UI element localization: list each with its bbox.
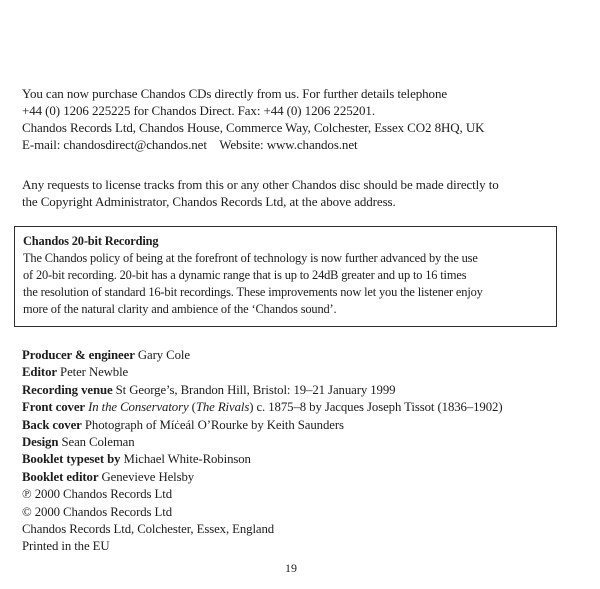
- credit-value: In the Conservatory: [88, 400, 189, 415]
- credit-label: Editor: [22, 365, 57, 380]
- recording-box-body: [23, 250, 548, 318]
- credit-line: [22, 399, 503, 416]
- credit-line: [22, 469, 503, 486]
- credit-label: Producer & engineer: [22, 348, 135, 362]
- credit-line: [22, 521, 503, 538]
- text-line: the resolution of standard 16-bit recordings. These improvements now let you the listener enjoy: [23, 285, 483, 299]
- credit-line: [22, 451, 503, 468]
- credit-line: [22, 364, 503, 381]
- credit-label: Front cover: [22, 400, 85, 415]
- text-line: the Copyright Administrator, Chandos Records Ltd, at the above address.: [22, 194, 396, 209]
- text-line: Chandos Records Ltd, Chandos House, Commerce Way, Colchester, Essex CO2 8HQ, UK: [22, 120, 485, 135]
- text-line: +44 (0) 1206 225225 for Chandos Direct. Fax: +44 (0) 1206 225201.: [22, 103, 375, 118]
- credit-value: St George’s, Brandon Hill, Bristol: 19–21 January 1999: [112, 382, 396, 397]
- text-line: E-mail: chandosdirect@chandos.net Website: www.chandos.net: [22, 137, 358, 152]
- credit-value: Peter Newble: [56, 365, 129, 380]
- credit-value: ) c. 1875–8 by Jacques Joseph Tissot (1836–1902): [249, 400, 503, 415]
- text-line: more of the natural clarity and ambience of the ‘Chandos sound’.: [23, 302, 337, 316]
- credits-list: [22, 347, 503, 556]
- text-line: of 20-bit recording. 20-bit has a dynamic range that is up to 24dB greater and up to 16 times: [23, 268, 467, 282]
- credit-value: The Rivals: [195, 400, 250, 415]
- credit-label: Booklet editor: [22, 469, 99, 484]
- credit-label: Back cover: [22, 417, 82, 432]
- credit-value: Sean Coleman: [58, 435, 135, 450]
- credit-line: [22, 504, 503, 521]
- credit-label: Recording venue: [22, 382, 113, 397]
- text-line: The Chandos policy of being at the forefront of technology is now further advanced by the use: [23, 251, 478, 265]
- credit-line: [22, 382, 503, 399]
- credit-line: [22, 347, 503, 364]
- text-line: You can now purchase Chandos CDs directly from us. For further details telephone: [22, 86, 448, 101]
- credit-value: Michael White-Robinson: [120, 452, 251, 467]
- credit-value: Photograph of Míċeál O’Rourke by Keith Saunders: [81, 417, 344, 432]
- credit-value: Chandos Records Ltd, Colchester, Essex, England: [22, 522, 275, 537]
- text-line: Any requests to license tracks from this or any other Chandos disc should be made directly to: [22, 177, 499, 192]
- credit-line: [22, 434, 503, 451]
- credit-line: [22, 538, 503, 555]
- credit-label: Design: [22, 435, 59, 450]
- credit-value: ℗ 2000 Chandos Records Ltd: [22, 487, 173, 502]
- credit-value: Printed in the EU: [22, 539, 110, 554]
- credit-line: [22, 417, 503, 434]
- page-number: 19: [285, 561, 297, 575]
- purchase-info-paragraph: [22, 85, 484, 153]
- recording-box-title: Chandos 20-bit Recording: [23, 234, 159, 248]
- recording-info-box: [14, 226, 557, 327]
- credit-value: Gary Cole: [134, 348, 190, 362]
- license-notice-paragraph: [22, 176, 499, 210]
- credit-line: [22, 486, 503, 503]
- credit-value: (: [188, 400, 196, 415]
- credit-label: Booklet typeset by: [22, 452, 121, 467]
- credit-value: Genevieve Helsby: [98, 469, 195, 484]
- credit-value: © 2000 Chandos Records Ltd: [22, 504, 173, 519]
